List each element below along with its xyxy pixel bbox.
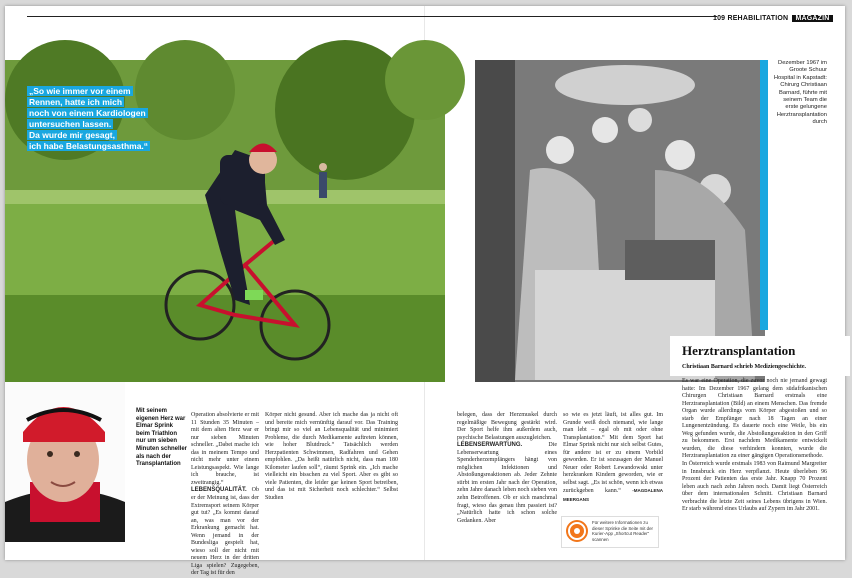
quote-line: untersuchen lassen. — [29, 119, 112, 129]
portrait-illustration — [5, 382, 125, 542]
sidebar-subtitle: Christiaan Barnard schrieb Mediziengeschichte. — [682, 364, 806, 370]
section-kicker: LEBENSQUALITÄT. — [191, 487, 247, 494]
text-column-2 — [265, 412, 398, 503]
sidebar-text-column — [682, 378, 827, 514]
quote-line: ich habe Belastungsasthma.“ — [29, 141, 149, 151]
accent-bar — [760, 60, 768, 330]
author-credit: -MAGDALENA MEERGANS — [563, 488, 663, 503]
magazine-label: MAGAZIN — [792, 15, 832, 22]
paragraph: Körper nicht gesund. Aber ich mache das ja nicht oft und bereite mich vernünftig darauf vor. Das Training bringt mir so viel an Lebensqualität und minimiert Probleme, die durch Medikamente auftreten können, wie hoher Blutdruck.“ Tatsächlich werden Herzpatienten Schwimmen, Radfahren und Gehen empfohlen. „Da heißt natürlich nicht, dass man 180 Kilometer laufen soll“, räumt Sprink ein. „Ich mache vielleicht ein bisschen zu viel Sport. Aber es gibt so viele Patienten, die leider gar keinen Sport betreiben, und das ist mit Sicherheit noch schlechter.“ Selbst Studien — [265, 412, 398, 502]
aperture-icon — [566, 520, 588, 542]
app-scan-icon[interactable] — [566, 520, 588, 542]
running-header — [713, 15, 833, 22]
paragraph: In Österreich wurde erstmals 1983 von Raimund Margreiter in Innsbruck ein Herz verpflanzt. Heute überleben 96 Prozent der Patienten das erste Jahr. Knapp 70 Prozent leben auch nach zehn Jahren noch. Damit liegt Österreich über dem internationalen Schnitt. Christiaan Barnard verbrachte die letzte Zeit seines Lebens übrigens in Wien. Er starb während eines Urlaubs auf Zypern im Jahr 2001. — [682, 461, 827, 513]
paragraph: Operation absolvierte er mit 11 Stunden 35 Minuten – mit dem alten Herz war er nur sieben Minuten schneller. „Dabei mache ich das in meinem Tempo und nicht mehr unter einem Leistungsaspekt. Wie lange ich brauche, ist zweitrangig.“ — [191, 412, 259, 486]
portrait-photo — [5, 382, 125, 542]
paragraph: belegen, dass der Herzmuskel durch regelmäßige Bewegung gestärkt wird. Der Sport helfe ihm außerdem auch, psychische Belastungen auszugleichen. — [457, 412, 557, 441]
quote-line: „So wie immer vor einem — [29, 86, 131, 96]
section-name: REHABILITATION — [727, 15, 789, 22]
paragraph: so wie es jetzt läuft, ist alles gut. Im Grunde weiß doch niemand, wie lange man lebt – egal ob mit oder ohne Transplantation.“ Mit dem Sport hat Elmar Sprink nicht nur sich selbst Gutes, für andere ist er zu einem Vorbild geworden. Er ist sozusagen der Manuel Neuer oder Robert Lewandowski unter herzkranken Kindern geworden, wie er selbst sagt. „Es ist schön, wenn ich etwas zurückgeben kann.“ — [563, 412, 663, 495]
magazine-spread — [5, 6, 845, 577]
pull-quote — [27, 86, 150, 152]
paragraph: Es war eine Operation, die zuvor noch nie jemand gewagt hatte: Im Dezember 1967 gelang dem südafrikanischen Chirurgen Christiaan Barnard erstmals eine Herztransplantation (Bild) an einem Menschen. Das fremde Organ wurde allerdings vom Körper abgestoßen und so starb der Empfänger nach 18 Tagen an einer Lungenentzündung. Es dauerte noch eine Weile, bis ein Weg gefunden wurde, die Abstoßungsreaktion in den Griff zu bekommen. Erst nachdem Medikamente entwickelt wurden, die diese verhindern konnten, wurde die Herztransplantation zu einer gängigen Operationsmethode. — [682, 378, 827, 460]
surgery-photo-caption: Dezember 1967 im Groote Schuur Hospital in Kapstadt: Chirurg Christiaan Barnard, führte mit seinem Team die erste gelungene Herztransplantation durch — [773, 60, 827, 126]
text-column-4 — [563, 412, 663, 505]
sidebar-title: Herztransplantation — [682, 343, 796, 358]
quote-line: Rennen, hatte ich mich — [29, 97, 123, 107]
paragraph: Die Lebenserwartung eines Spenderherzempfängers hängt von möglichen Infektionen und Abstoßungsreaktionen ab. Jeder Zehnte stirbt im ersten Jahr nach der Operation, zehn Jahre danach leben noch sieben von zehn Betroffenen. Ob er sich manchmal fragt, wieso das genau ihm passiert ist? „Natürlich hatte ich schon solche Gedanken. Aber — [457, 442, 557, 524]
quote-line: noch von einem Kardiologen — [29, 108, 146, 118]
section-kicker: LEBENSERWARTUNG. — [457, 442, 523, 449]
paragraph: Ob er der Meinung ist, dass der Extremsport seinem Körper gut tut? „Es kommt darauf an, was man vor der Erkrankung gemacht hat. Wenn jemand in der Bundesliga gespielt hat, wieso soll der nicht mit neuem Herz in der dritten Liga spielen? Zugegeben, der Tag ist für den — [191, 487, 259, 577]
surgery-photo — [475, 60, 765, 382]
quote-line: Da wurde mir gesagt, — [29, 130, 115, 140]
text-column-1 — [191, 412, 259, 578]
text-column-3 — [457, 412, 557, 525]
header-rule — [27, 16, 717, 17]
info-text: Für weitere Informationen zu dieser Sprinke die Seite mit der Kurier-App „Shortcut Reader“ scannen — [592, 520, 654, 542]
surgery-illustration — [475, 60, 765, 382]
page-number: 109 — [713, 15, 726, 22]
portrait-caption: Mit seinem eigenen Herz war Elmar Sprink beim Triathlon nur um sieben Minuten schneller als nach der Transplantation — [136, 408, 188, 468]
